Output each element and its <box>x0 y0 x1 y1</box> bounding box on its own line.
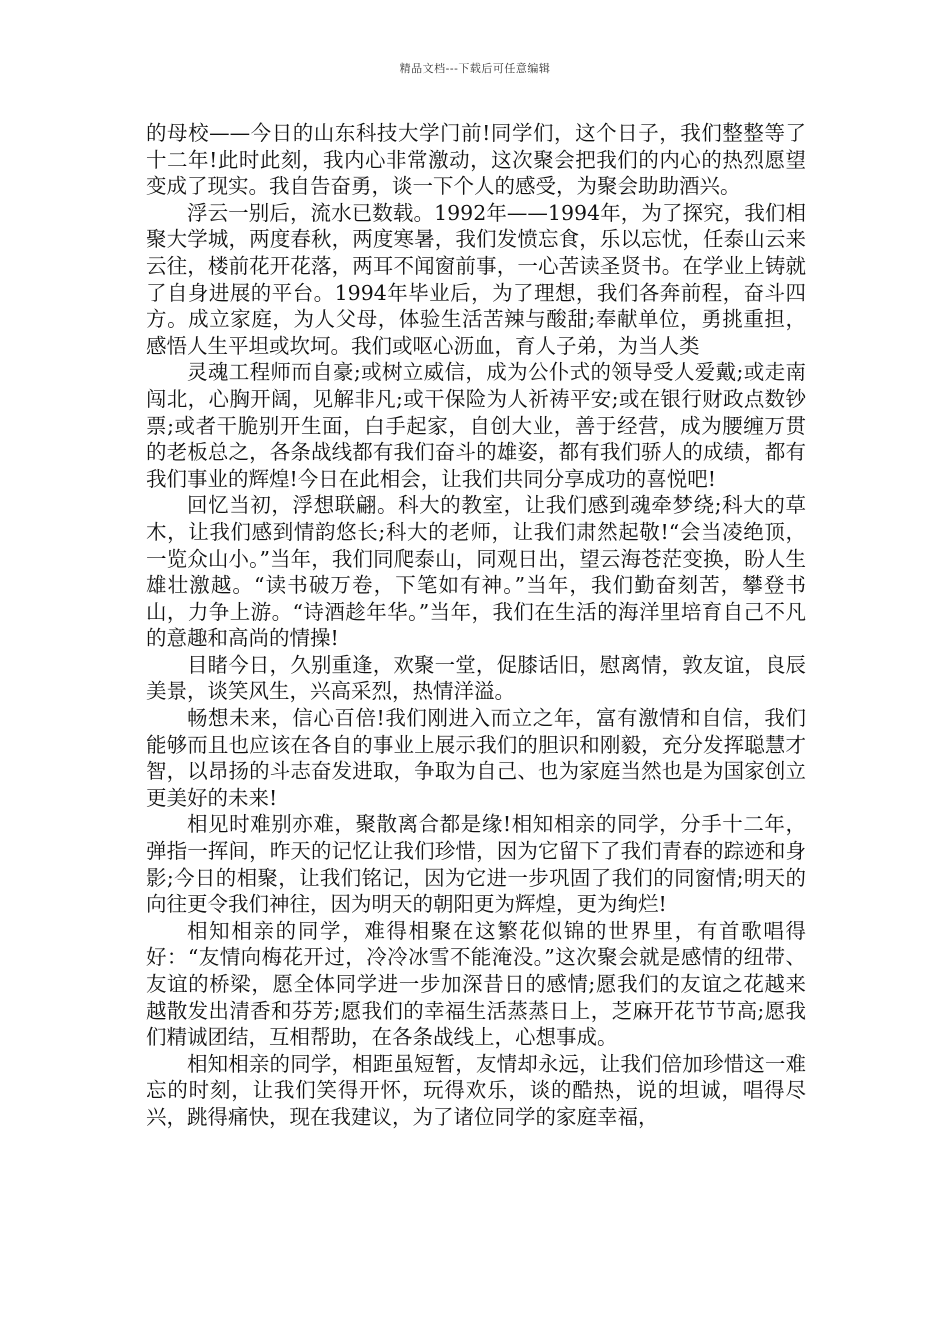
paragraph-6: 畅想未来，信心百倍!我们刚进入而立之年，富有激情和自信，我们能够而且也应该在各自的事业上展示我们的胆识和刚毅，充分发挥聪慧才智，以昂扬的斗志奋发进取，争取为自己、也为家庭当然也是为国家创立更美好的未来! <box>146 706 806 810</box>
paragraph-4: 回忆当初，浮想联翩。科大的教室，让我们感到魂牵梦绕;科大的草木，让我们感到情韵悠长;科大的老师，让我们肃然起敬!“会当凌绝顶，一览众山小。”当年，我们同爬泰山，同观日出，望云海苍茫变换，盼人生雄壮激越。“读书破万卷，下笔如有神。”当年，我们勤奋刻苦，攀登书山，力争上游。“诗酒趁年华。”当年，我们在生活的海洋里培育自己不凡的意趣和高尚的情操! <box>146 493 806 651</box>
document-body <box>146 120 806 1131</box>
paragraph-7: 相见时难别亦难，聚散离合都是缘!相知相亲的同学，分手十二年，弹指一挥间，昨天的记忆让我们珍惜，因为它留下了我们青春的踪迹和身影;今日的相聚，让我们铭记，因为它进一步巩固了我们的同窗情;明天的向往更令我们神往，因为明天的朝阳更为辉煌，更为绚烂! <box>146 812 806 917</box>
paragraph-5: 目睹今日，久别重逢，欢聚一堂，促膝话旧，慰离情，敦友谊，良辰美景，谈笑风生，兴高采烈，热情洋溢。 <box>146 652 806 704</box>
page-header: 精品文档---下载后可任意编辑 <box>399 62 551 75</box>
paragraph-2: 浮云一别后，流水已数载。1992年——1994年，为了探究，我们相聚大学城，两度春秋，两度寒暑，我们发愤忘食，乐以忘忧，任泰山云来云往，楼前花开花落，两耳不闻窗前事，一心苦读圣贤书。在学业上铸就了自身进展的平台。1994年毕业后，为了理想，我们各奔前程，奋斗四方。成立家庭，为人父母，体验生活苦辣与酸甜;奉献单位，勇挑重担，感悟人生平坦或坎坷。我们或呕心沥血，育人子弟，为当人类 <box>146 200 806 358</box>
paragraph-1: 的母校——今日的山东科技大学门前!同学们，这个日子，我们整整等了十二年!此时此刻，我内心非常激动，这次聚会把我们的内心的热烈愿望变成了现实。我自告奋勇，谈一下个人的感受，为聚会助助酒兴。 <box>146 121 806 199</box>
paragraph-8: 相知相亲的同学，难得相聚在这繁花似锦的世界里，有首歌唱得好：“友情向梅花开过，冷冷冰雪不能淹没。”这次聚会就是感情的纽带、友谊的桥梁，愿全体同学进一步加深昔日的感情;愿我们的友谊之花越来越散发出清香和芬芳;愿我们的幸福生活蒸蒸日上，芝麻开花节节高;愿我们精诚团结，互相帮助，在各条战线上，心想事成。 <box>146 918 806 1050</box>
paragraph-3: 灵魂工程师而自豪;或树立威信，成为公仆式的领导受人爱戴;或走南闯北，心胸开阔，见解非凡;或干保险为人祈祷平安;或在银行财政点数钞票;或者干脆别开生面，白手起家，自创大业，善于经营，成为腰缠万贯的老板总之，各条战线都有我们奋斗的雄姿，都有我们骄人的成绩，都有我们事业的辉煌!今日在此相会，让我们共同分享成功的喜悦吧! <box>146 360 806 491</box>
paragraph-9: 相知相亲的同学，相距虽短暂，友情却永远，让我们倍加珍惜这一难忘的时刻，让我们笑得开怀，玩得欢乐，谈的酷热，说的坦诚，唱得尽兴，跳得痛快，现在我建议，为了诸位同学的家庭幸福， <box>146 1051 806 1129</box>
